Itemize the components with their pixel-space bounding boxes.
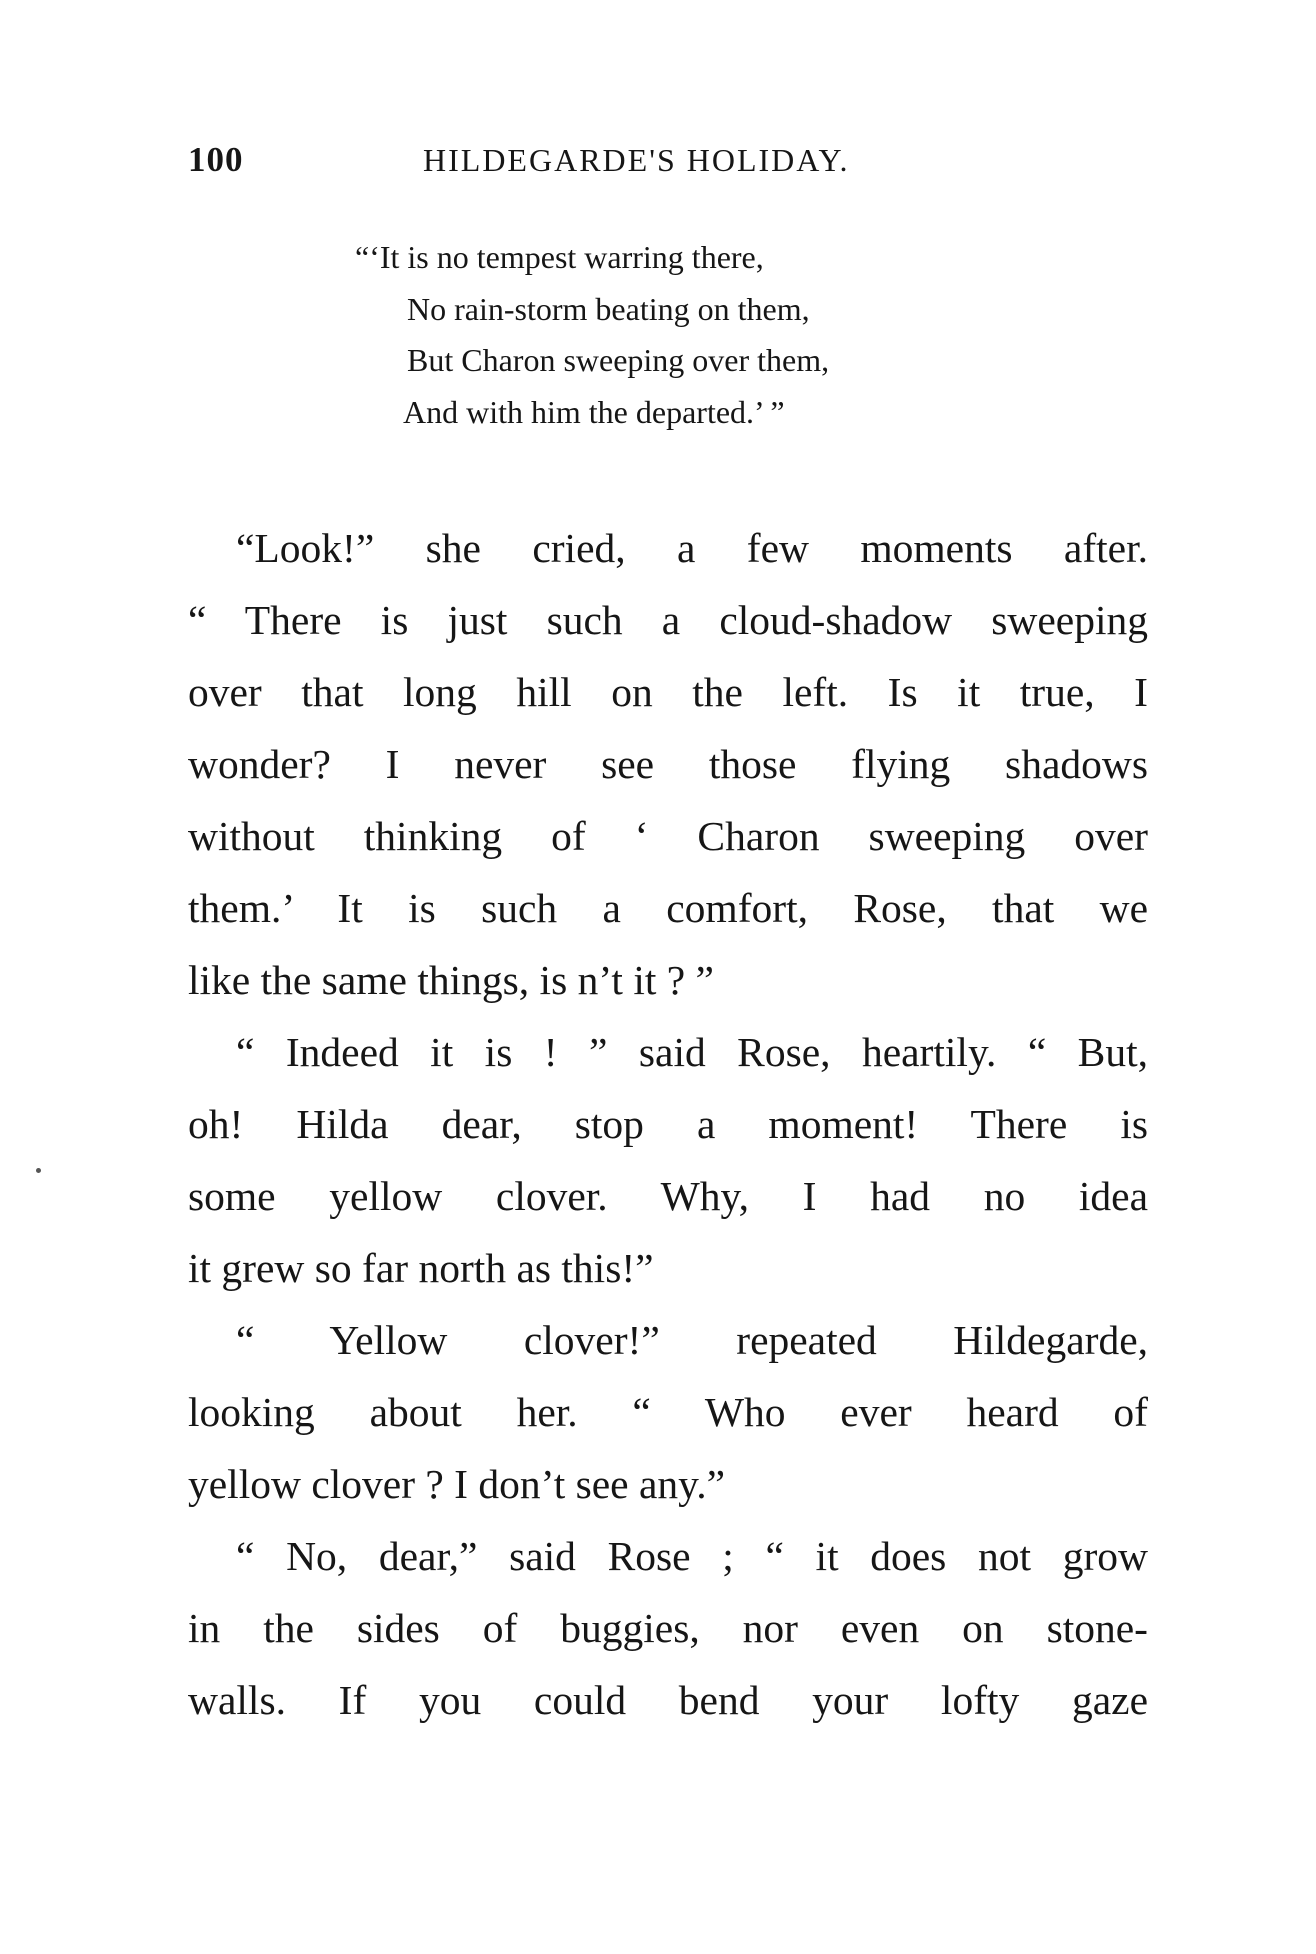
text-line: “ No, dear,” said Rose ; “ it does not grow	[236, 1533, 1148, 1579]
paragraph	[188, 1304, 1148, 1520]
text-line: wonder? I never see those flying shadows	[188, 741, 1148, 787]
paragraph	[188, 1016, 1148, 1304]
text-line: yellow clover ? I don’t see any.”	[188, 1461, 725, 1507]
text-line: like the same things, is n’t it ? ”	[188, 957, 714, 1003]
verse-line: But Charon sweeping over them,	[407, 342, 830, 378]
text-line: it grew so far north as this!”	[188, 1245, 654, 1291]
text-line: without thinking of ‘ Charon sweeping over	[188, 813, 1148, 859]
verse-line: No rain-storm beating on them,	[407, 290, 810, 327]
ink-speck	[36, 1168, 41, 1173]
text-line: them.’ It is such a comfort, Rose, that we	[188, 885, 1148, 931]
text-line: looking about her. “ Who ever heard of	[188, 1389, 1148, 1435]
text-line: “ There is just such a cloud-shadow sweeping	[188, 597, 1148, 643]
running-title: HILDEGARDE'S HOLIDAY.	[423, 142, 850, 178]
verse-line: “‘It is no tempest warring there,	[355, 239, 764, 275]
text-line: in the sides of buggies, nor even on stone-	[188, 1605, 1148, 1651]
text-line: “ Indeed it is ! ” said Rose, heartily. “ But,	[236, 1029, 1148, 1075]
paragraph	[188, 512, 1148, 1016]
text-line: oh! Hilda dear, stop a moment! There is	[188, 1101, 1148, 1147]
paragraph	[188, 1520, 1148, 1736]
text-line: some yellow clover. Why, I had no idea	[188, 1173, 1148, 1219]
verse-quote	[355, 232, 829, 438]
verse-line: And with him the departed.’ ”	[403, 393, 785, 430]
page-header	[188, 140, 1148, 190]
text-line: “Look!” she cried, a few moments after.	[236, 525, 1148, 571]
page-number: 100	[188, 140, 244, 179]
text-line: walls. If you could bend your lofty gaze	[188, 1677, 1148, 1723]
text-line: “ Yellow clover!” repeated Hildegarde,	[236, 1317, 1148, 1363]
prose-body	[188, 512, 1148, 1736]
text-line: over that long hill on the left. Is it true, I	[188, 669, 1148, 715]
